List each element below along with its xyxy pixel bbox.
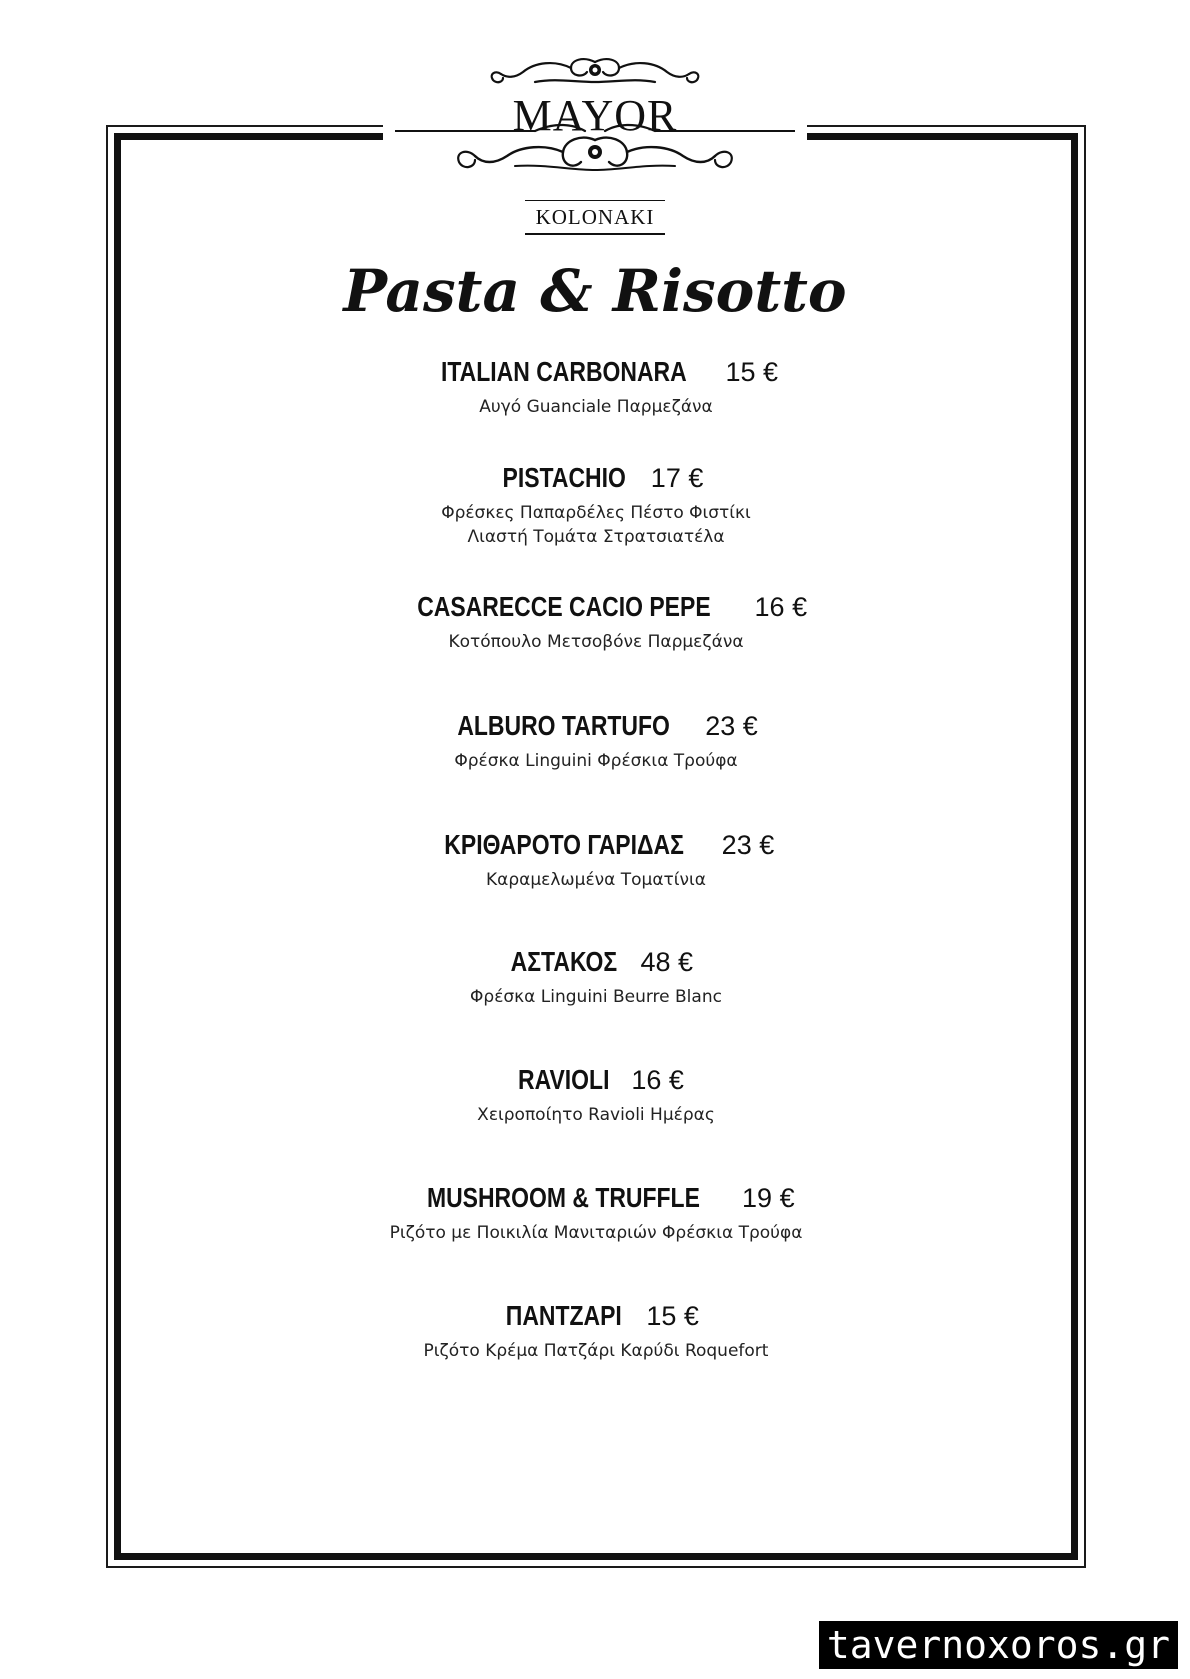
menu-item	[114, 945, 1078, 1009]
menu-item	[114, 1299, 1078, 1363]
menu-item-description	[114, 501, 1078, 549]
menu-item-price: 16 €	[631, 1065, 684, 1095]
menu-item-price: 16 €	[754, 592, 808, 622]
menu-item-name: ITALIAN CARBONARA	[440, 356, 687, 387]
menu-item-price: 48 €	[640, 947, 694, 977]
menu-item-name: ΑΣΤΑΚΟΣ	[510, 946, 618, 977]
menu-item	[114, 828, 1078, 892]
menu-item-price: 15 €	[725, 357, 779, 387]
restaurant-logo	[395, 52, 795, 242]
menu-item-name: RAVIOLI	[518, 1064, 610, 1095]
description-line: Κοτόπουλο Μετσοβόνε Παρμεζάνα	[448, 632, 744, 652]
menu-item-description	[114, 1339, 1078, 1363]
menu-item-price: 23 €	[721, 830, 775, 860]
menu-item-name: ΠΑΝΤΖΑΡΙ	[505, 1300, 622, 1331]
menu-item-description	[114, 985, 1078, 1009]
menu-item-price: 17 €	[650, 463, 704, 493]
menu-item-name: CASARECCE CACIO PEPE	[417, 591, 711, 622]
logo-rule-top	[525, 200, 665, 201]
menu-item	[114, 1181, 1078, 1245]
menu-item	[114, 461, 1078, 549]
menu-item-description	[114, 1103, 1078, 1127]
menu-item-price: 23 €	[705, 711, 758, 741]
menu-item-name: ALBURO TARTUFO	[457, 710, 671, 741]
logo-location: KOLONAKI	[535, 205, 655, 229]
menu-item	[114, 590, 1078, 654]
description-line: Αυγό Guanciale Παρμεζάνα	[479, 397, 713, 417]
menu-item-name: ΚΡΙΘΑΡΟΤΟ ΓΑΡΙΔΑΣ	[444, 829, 684, 860]
description-line: Ριζότο με Ποικιλία Μανιταριών Φρέσκια Τρούφα	[389, 1223, 803, 1243]
menu-item-description	[114, 868, 1078, 892]
menu-item-description	[114, 395, 1078, 419]
menu-item-description	[114, 749, 1078, 773]
menu-item	[114, 1063, 1078, 1127]
menu-item	[114, 709, 1078, 773]
menu-item-name: PISTACHIO	[502, 462, 626, 493]
description-line: Χειροποίητο Ravioli Ημέρας	[477, 1105, 715, 1125]
description-line: Φρέσκα Linguini Φρέσκια Τρούφα	[454, 751, 738, 771]
menu-item-description	[114, 630, 1078, 654]
menu-item	[114, 355, 1078, 419]
logo-name: MAYOR	[512, 91, 678, 140]
description-line: Λιαστή Τομάτα Στρατσιατέλα	[467, 527, 725, 547]
section-title: Pasta & Risotto	[343, 257, 847, 325]
menu-item-description	[114, 1221, 1078, 1245]
description-line: Φρέσκα Linguini Beurre Blanc	[470, 987, 722, 1007]
logo-rule-bottom	[525, 233, 665, 235]
menu-item-name: MUSHROOM & TRUFFLE	[427, 1182, 701, 1213]
description-line: Ριζότο Κρέμα Πατζάρι Καρύδι Roquefort	[423, 1341, 769, 1361]
menu-item-price: 19 €	[742, 1183, 795, 1213]
description-line: Φρέσκες Παπαρδέλες Πέστο Φιστίκι	[441, 503, 751, 523]
site-watermark: tavernoxoros.gr	[819, 1621, 1178, 1669]
description-line: Καραμελωμένα Τοματίνια	[485, 870, 706, 890]
menu-item-price: 15 €	[646, 1301, 699, 1331]
